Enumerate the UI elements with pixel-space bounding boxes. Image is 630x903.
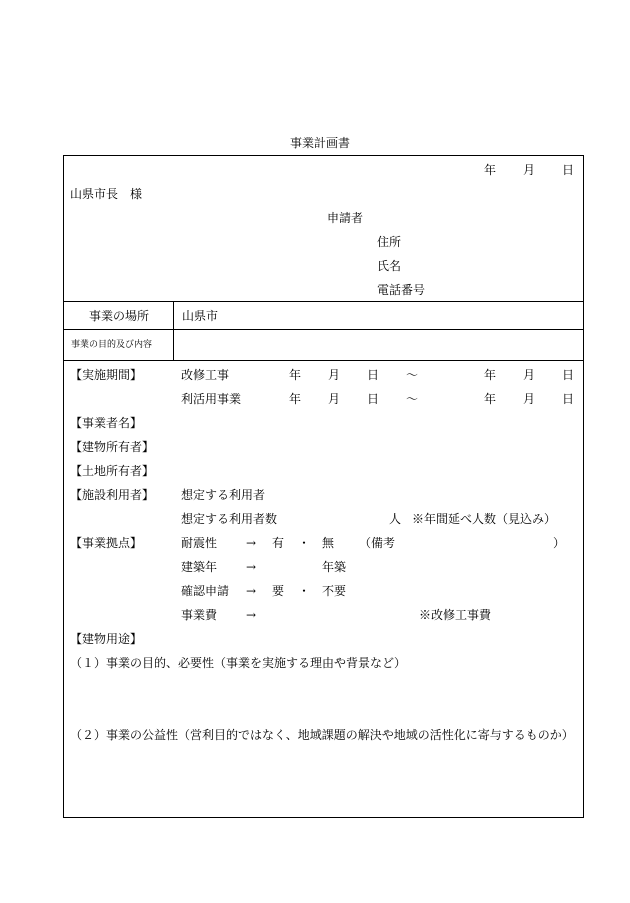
seismic-yes: 有 bbox=[272, 536, 285, 550]
table-border-right bbox=[583, 155, 584, 818]
seismic-arrow: → bbox=[246, 536, 257, 550]
seismic-remarks-close: ） bbox=[553, 536, 566, 550]
facility-users-label: 【施設利用者】 bbox=[70, 488, 155, 502]
cost-arrow: → bbox=[246, 608, 257, 622]
confirmation-no-need: 不要 bbox=[322, 584, 347, 598]
date-day: 日 bbox=[562, 163, 575, 177]
built-year-arrow: → bbox=[246, 560, 257, 574]
period-renovation-tilde: 〜 bbox=[406, 368, 419, 382]
question-2: （２）事業の公益性（営利目的ではなく、地域課題の解決や地域の活性化に寄与するものか） bbox=[70, 728, 574, 742]
applicant-phone: 電話番号 bbox=[377, 283, 426, 297]
confirmation-arrow: → bbox=[246, 584, 257, 598]
cost-note: ※改修工事費 bbox=[419, 608, 492, 622]
period-renovation-name: 改修工事 bbox=[181, 368, 230, 382]
date-month: 月 bbox=[523, 163, 536, 177]
period-renovation-day1: 日 bbox=[367, 368, 380, 382]
applicant-label: 申請者 bbox=[327, 211, 364, 225]
building-owner-label: 【建物所有者】 bbox=[70, 440, 155, 454]
period-utilization-month2: 月 bbox=[523, 392, 536, 406]
seismic-remarks-open: （備考 bbox=[359, 536, 396, 550]
land-owner-label: 【土地所有者】 bbox=[70, 464, 155, 478]
period-utilization-day2: 日 bbox=[562, 392, 575, 406]
table-border-left bbox=[63, 155, 64, 818]
row-divider-purpose-bottom bbox=[63, 360, 584, 361]
period-utilization-year1: 年 bbox=[289, 392, 302, 406]
table-border-bottom bbox=[63, 817, 584, 818]
person-unit: 人 bbox=[389, 512, 402, 526]
confirmation-name: 確認申請 bbox=[181, 584, 230, 598]
document-title: 事業計画書 bbox=[290, 136, 351, 150]
period-utilization-name: 利活用事業 bbox=[181, 392, 242, 406]
period-renovation-month2: 月 bbox=[523, 368, 536, 382]
seismic-name: 耐震性 bbox=[181, 536, 218, 550]
seismic-no: 無 bbox=[322, 536, 335, 550]
question-1: （１）事業の目的、必要性（事業を実施する理由や背景など） bbox=[70, 656, 407, 670]
built-year-name: 建築年 bbox=[181, 560, 218, 574]
location-label: 事業の場所 bbox=[89, 309, 150, 323]
count-note: ※年間延べ人数（見込み） bbox=[412, 512, 557, 526]
applicant-name: 氏名 bbox=[377, 259, 402, 273]
period-renovation-day2: 日 bbox=[562, 368, 575, 382]
period-label: 【実施期間】 bbox=[70, 368, 143, 382]
purpose-label: 事業の目的及び内容 bbox=[71, 340, 153, 350]
applicant-address: 住所 bbox=[377, 235, 402, 249]
expected-users: 想定する利用者 bbox=[181, 488, 266, 502]
table-border-top bbox=[63, 155, 584, 156]
seismic-dot: ・ bbox=[298, 536, 311, 550]
built-year-unit: 年築 bbox=[322, 560, 347, 574]
expected-count: 想定する利用者数 bbox=[181, 512, 278, 526]
period-utilization-year2: 年 bbox=[484, 392, 497, 406]
column-divider bbox=[173, 301, 174, 361]
period-utilization-month1: 月 bbox=[328, 392, 341, 406]
row-divider-location-top bbox=[63, 301, 584, 302]
period-renovation-year2: 年 bbox=[484, 368, 497, 382]
period-utilization-tilde: 〜 bbox=[406, 392, 419, 406]
period-renovation-month1: 月 bbox=[328, 368, 341, 382]
location-value: 山県市 bbox=[182, 309, 219, 323]
row-divider-location-bottom bbox=[63, 329, 584, 330]
base-label: 【事業拠点】 bbox=[70, 536, 143, 550]
period-utilization-day1: 日 bbox=[367, 392, 380, 406]
cost-name: 事業費 bbox=[181, 608, 218, 622]
period-renovation-year1: 年 bbox=[289, 368, 302, 382]
confirmation-need: 要 bbox=[272, 584, 285, 598]
operator-label: 【事業者名】 bbox=[70, 416, 143, 430]
date-year: 年 bbox=[484, 163, 497, 177]
usage-label: 【建物用途】 bbox=[70, 632, 143, 646]
confirmation-dot: ・ bbox=[298, 584, 311, 598]
addressee: 山県市長 様 bbox=[70, 187, 143, 201]
